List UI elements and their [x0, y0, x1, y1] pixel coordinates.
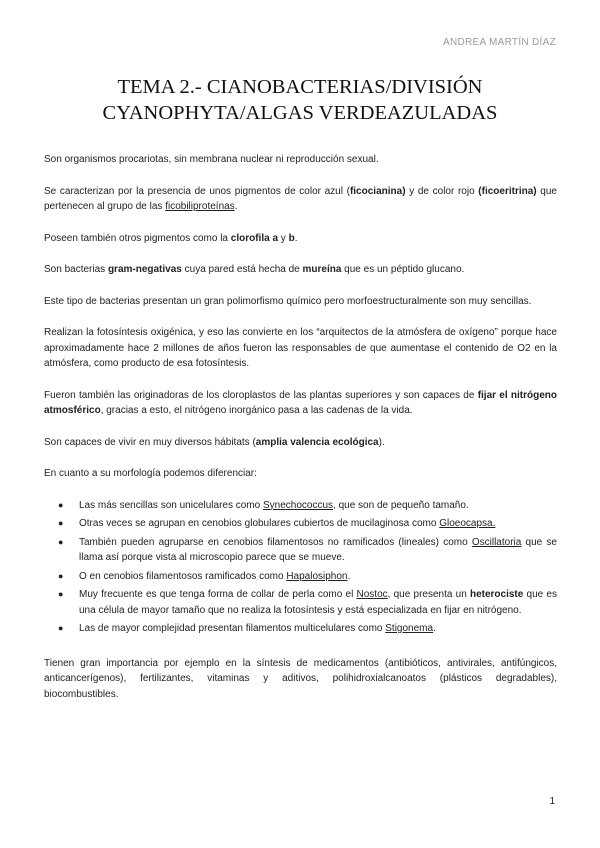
document-body	[44, 152, 557, 702]
underlined-synechococcus: Synechococcus	[262, 499, 334, 511]
paragraph-fotosintesis: Realizan la fotosíntesis oxigénica, y eso las convierte en los “arquitectos de la atmósfera de oxígeno” porque hace aproximadamente hace 2 millones de años fueron las responsables de que aumentase el contenido de O2 en la atmósfera, como producto de esa fotosíntesis.	[44, 327, 557, 369]
bullet-icon: ●	[58, 499, 64, 510]
text: que es un péptido glucano.	[341, 264, 465, 275]
text: cuya pared está hecha de	[181, 264, 303, 275]
underlined-ficobiliproteinas: ficobiliproteínas	[165, 201, 235, 212]
underlined-hapalosiphon: Hapalosiphon	[286, 570, 348, 582]
bold-b: b	[288, 232, 295, 244]
paragraph-cloroplastos	[44, 388, 557, 419]
author-header: ANDREA MARTÍN DÍAZ	[442, 37, 556, 48]
list-item	[44, 621, 557, 637]
page-number: 1	[549, 796, 555, 807]
paragraph-habitats	[44, 435, 557, 451]
bullet-icon: ●	[58, 518, 64, 528]
bold-fijar-nitrogeno: fijar el nitrógeno atmosférico	[44, 389, 558, 416]
text: que es una célula de mayor tamaño que no realiza la fotosíntesis y está especializada en fijar en nitrógeno.	[79, 589, 557, 616]
title-line-1: TEMA 2.- CIANOBACTERIAS/DIVISIÓN	[117, 76, 483, 98]
list-item	[44, 498, 557, 514]
paragraph-procariotas: Son organismos procariotas, sin membrana nuclear ni reproducción sexual.	[44, 154, 379, 165]
text: También pueden agruparse en cenobios filamentosos no ramificados (lineales) como	[79, 536, 472, 548]
bold-heterociste: heterociste	[469, 589, 524, 600]
bold-ficoeritrina: (ficoeritrina)	[478, 185, 537, 197]
bullet-icon: ●	[58, 623, 64, 633]
text: .	[294, 232, 298, 244]
title-line-2: CYANOPHYTA/ALGAS VERDEAZULADAS	[102, 102, 498, 124]
underlined-gloeocapsa: Gloeocapsa.	[439, 518, 496, 529]
text: y de color rojo	[405, 185, 479, 197]
text: Se caracterizan por la presencia de unos pigmentos de color azul (	[44, 185, 350, 197]
underlined-nostoc: Nostoc	[356, 589, 388, 600]
text: Son bacterias	[44, 264, 108, 275]
underlined-stigonema: Stigonema	[385, 623, 434, 634]
text: O en cenobios filamentosos ramificados como	[79, 570, 287, 582]
text: ).	[378, 436, 385, 448]
list-item	[44, 535, 557, 566]
text: Muy frecuente es que tenga forma de collar de perla como el	[79, 589, 357, 600]
text: Otras veces se agrupan en cenobios globulares cubiertos de mucilaginosa como	[79, 518, 440, 529]
paragraph-morfologia: En cuanto a su morfología podemos diferenciar:	[44, 468, 257, 479]
text: y	[278, 232, 289, 244]
text: Poseen también otros pigmentos como la	[44, 232, 231, 244]
list-item	[44, 587, 557, 618]
text: que se llama así porque vista al microscopio parece que se mueve.	[79, 536, 557, 563]
text: , que son de pequeño tamaño.	[333, 499, 469, 511]
morphology-list	[44, 498, 557, 637]
text: Son capaces de vivir en muy diversos hábitats (	[44, 436, 256, 448]
text: .	[433, 623, 436, 634]
bold-clorofila-a: clorofila a	[230, 232, 279, 244]
bold-gram-negativas: gram-negativas	[107, 264, 182, 275]
text: Fueron también las originadoras de los cloroplastos de las plantas superiores y son capaces de	[44, 389, 478, 401]
bullet-icon: ●	[58, 570, 64, 581]
list-item	[44, 516, 557, 532]
bullet-icon: ●	[58, 536, 64, 547]
text: que pertenecen al grupo de las	[44, 185, 557, 212]
underlined-oscillatoria: Oscillatoria	[471, 536, 522, 548]
paragraph-pigmentos	[44, 184, 557, 215]
paragraph-polimorfismo: Este tipo de bacterias presentan un gran polimorfismo químico pero morfoestructuralmente son muy sencillas.	[44, 295, 532, 307]
text: Las más sencillas son unicelulares como	[79, 499, 263, 511]
text: .	[234, 201, 238, 212]
list-item	[44, 569, 557, 585]
bold-mureina: mureína	[302, 264, 342, 275]
paragraph-gram-negativas	[44, 262, 557, 278]
text: , que presenta un	[387, 589, 470, 600]
bold-ficocianina: ficocianina)	[349, 185, 406, 197]
bullet-icon: ●	[58, 589, 64, 599]
text: , gracias a esto, el nitrógeno inorgánico pasa a las cadenas de la vida.	[100, 405, 413, 416]
paragraph-importancia: Tienen gran importancia por ejemplo en la síntesis de medicamentos (antibióticos, antivirales, antifúngicos, anticancerígenos), fertilizantes, vitaminas y aditivos, polihidroxialcanoatos (plásticos degradables), biocombustibles.	[44, 657, 557, 700]
text: Las de mayor complejidad presentan filamentos multicelulares como	[79, 623, 386, 634]
paragraph-clorofila	[44, 231, 557, 247]
bold-valencia-ecologica: amplia valencia ecológica	[255, 436, 379, 448]
text: .	[347, 570, 351, 582]
page-title	[40, 74, 560, 126]
